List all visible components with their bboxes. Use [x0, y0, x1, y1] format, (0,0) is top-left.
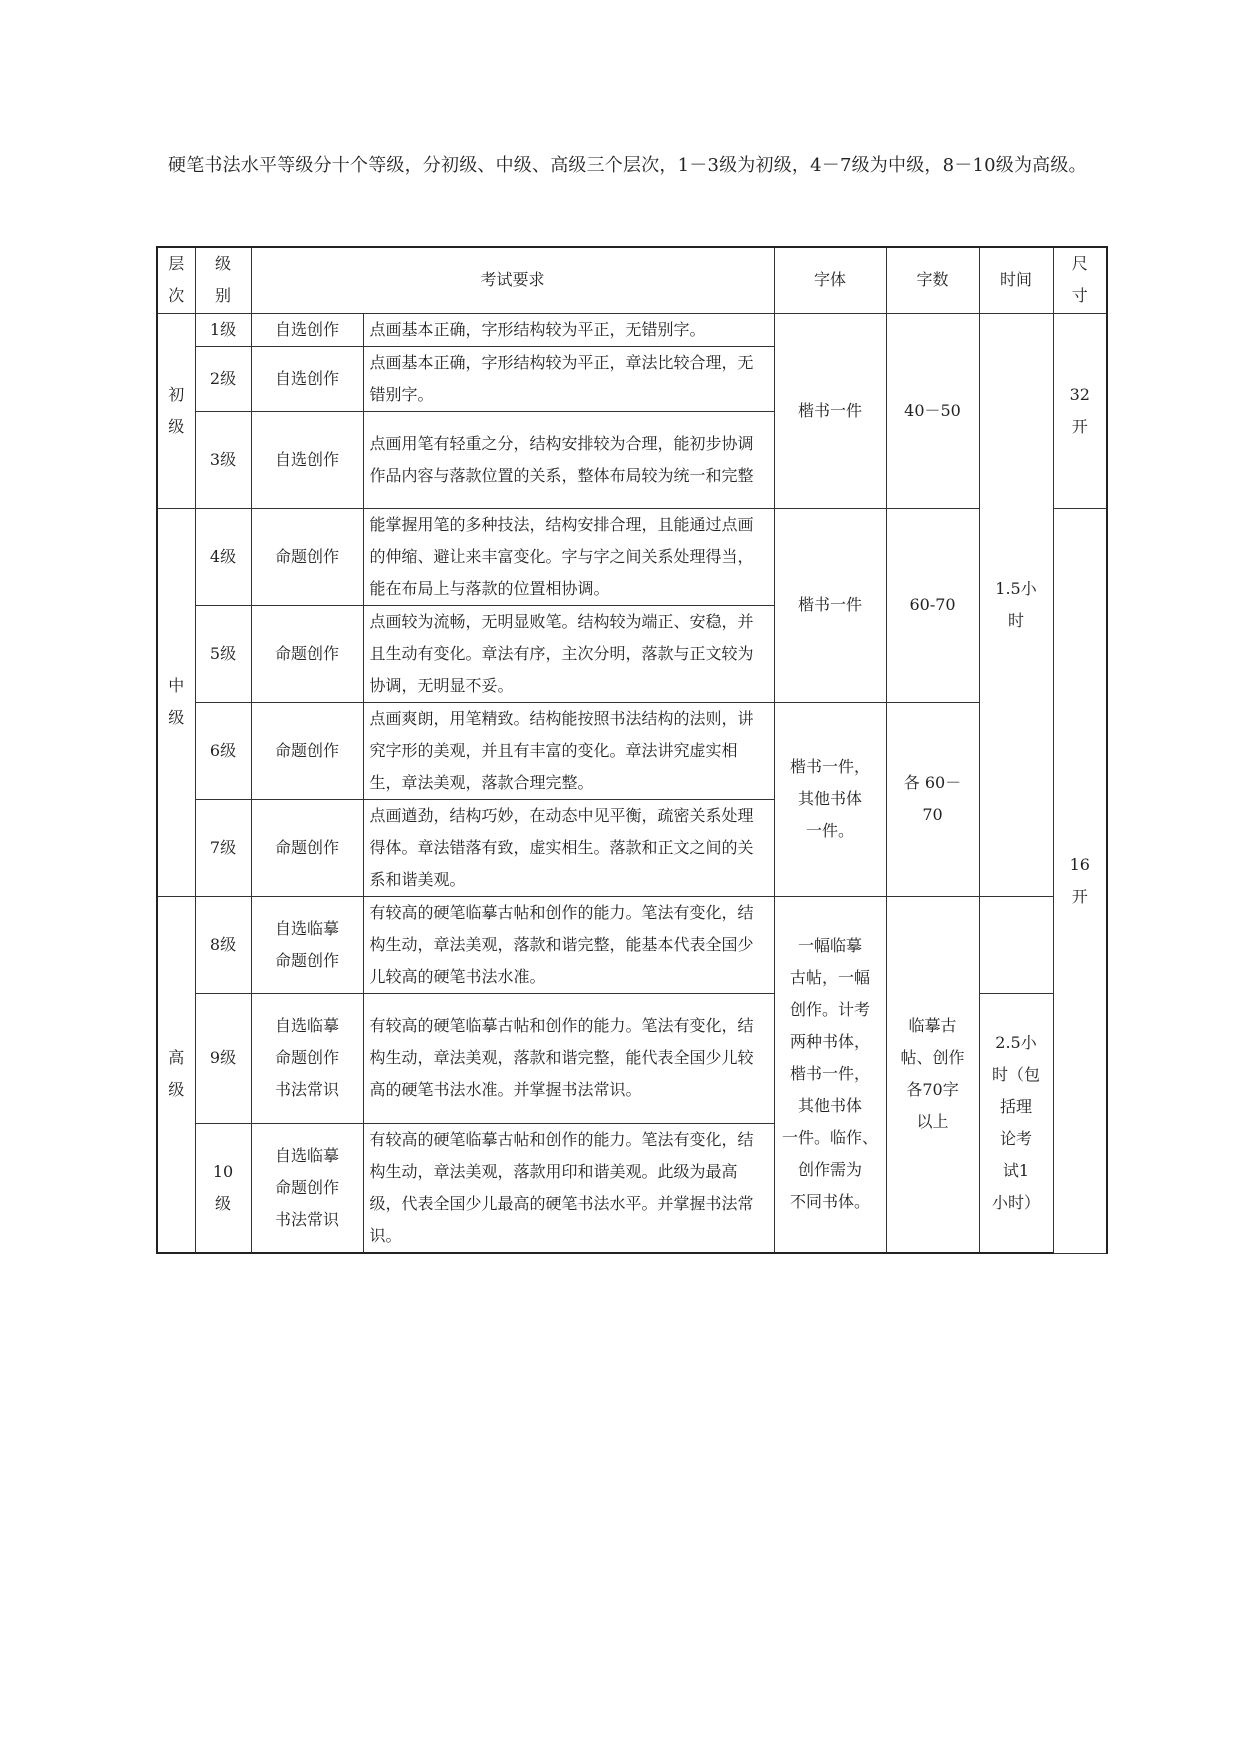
- grade-cell: 10 级: [195, 1123, 251, 1253]
- font-cell: 楷书一件， 其他书体 一件。: [774, 702, 886, 896]
- requirement-cell: 点画用笔有轻重之分，结构安排较为合理，能初步协调作品内容与落款位置的关系，整体布局较为统一和完整: [363, 411, 774, 508]
- size-cell: 32 开: [1053, 313, 1107, 508]
- type-cell: 命题创作: [251, 799, 363, 896]
- font-cell: 楷书一件: [774, 508, 886, 702]
- size-cell: 16 开: [1053, 508, 1107, 1253]
- group-advanced: 高 级: [157, 896, 195, 1253]
- group-primary: 初 级: [157, 313, 195, 508]
- intro-paragraph: 硬笔书法水平等级分十个等级，分初级、中级、高级三个层次，1－3级为初级，4－7级为中级，8－10级为高级。: [168, 155, 1087, 176]
- grade-cell: 3级: [195, 411, 251, 508]
- type-cell: 命题创作: [251, 605, 363, 702]
- font-cell: 一幅临摹 古帖，一幅 创作。计考 两种书体， 楷书一件， 其他书体 一件。临作、 创作需为 不同书体。: [774, 896, 886, 1253]
- header-font: 字体: [774, 247, 886, 313]
- header-size: 尺 寸: [1053, 247, 1107, 313]
- time-cell: 1.5小 时: [979, 313, 1053, 896]
- requirement-cell: 有较高的硬笔临摹古帖和创作的能力。笔法有变化，结构生动，章法美观，落款用印和谐美观。此级为最高级，代表全国少儿最高的硬笔书法水平。并掌握书法常识。: [363, 1123, 774, 1253]
- header-count: 字数: [886, 247, 979, 313]
- type-cell: 自选创作: [251, 346, 363, 411]
- requirement-cell: 点画遒劲，结构巧妙，在动态中见平衡，疏密关系处理得体。章法错落有致，虚实相生。落款和正文之间的关系和谐美观。: [363, 799, 774, 896]
- grade-cell: 5级: [195, 605, 251, 702]
- requirement-cell: 点画基本正确，字形结构较为平正，无错别字。: [363, 313, 774, 346]
- header-requirement: 考试要求: [251, 247, 774, 313]
- type-cell: 自选创作: [251, 411, 363, 508]
- count-cell: 临摹古 帖、创作 各70字 以上: [886, 896, 979, 1253]
- grade-cell: 2级: [195, 346, 251, 411]
- table-row: [157, 508, 1107, 605]
- requirement-cell: 有较高的硬笔临摹古帖和创作的能力。笔法有变化，结构生动，章法美观，落款和谐完整，能代表全国少儿较高的硬笔书法水准。并掌握书法常识。: [363, 993, 774, 1123]
- header-grade: 级 别: [195, 247, 251, 313]
- type-cell: 命题创作: [251, 508, 363, 605]
- table-row: [157, 702, 1107, 799]
- table-row: [157, 896, 1107, 993]
- font-cell: 楷书一件: [774, 313, 886, 508]
- grade-cell: 6级: [195, 702, 251, 799]
- grade-cell: 4级: [195, 508, 251, 605]
- grade-cell: 1级: [195, 313, 251, 346]
- count-cell: 60-70: [886, 508, 979, 702]
- requirement-cell: 点画较为流畅，无明显败笔。结构较为端正、安稳，并且生动有变化。章法有序，主次分明，落款与正文较为协调，无明显不妥。: [363, 605, 774, 702]
- requirement-cell: 点画基本正确，字形结构较为平正，章法比较合理，无错别字。: [363, 346, 774, 411]
- requirement-cell: 点画爽朗，用笔精致。结构能按照书法结构的法则，讲究字形的美观，并且有丰富的变化。章法讲究虚实相生，章法美观，落款合理完整。: [363, 702, 774, 799]
- type-cell: 命题创作: [251, 702, 363, 799]
- header-row: [157, 247, 1107, 313]
- time-cell: 2.5小 时（包 括理 论考 试1 小时）: [979, 993, 1053, 1253]
- count-cell: 40－50: [886, 313, 979, 508]
- type-cell: 自选创作: [251, 313, 363, 346]
- count-cell: 各 60－ 70: [886, 702, 979, 896]
- type-cell: 自选临摹 命题创作: [251, 896, 363, 993]
- type-cell: 自选临摹 命题创作 书法常识: [251, 1123, 363, 1253]
- requirement-cell: 能掌握用笔的多种技法，结构安排合理，且能通过点画的伸缩、避让来丰富变化。字与字之间关系处理得当，能在布局上与落款的位置相协调。: [363, 508, 774, 605]
- grade-cell: 8级: [195, 896, 251, 993]
- group-intermediate: 中 级: [157, 508, 195, 896]
- type-cell: 自选临摹 命题创作 书法常识: [251, 993, 363, 1123]
- table-row: [157, 313, 1107, 346]
- requirement-cell: 有较高的硬笔临摹古帖和创作的能力。笔法有变化，结构生动，章法美观，落款和谐完整，能基本代表全国少儿较高的硬笔书法水准。: [363, 896, 774, 993]
- header-time: 时间: [979, 247, 1053, 313]
- grade-cell: 9级: [195, 993, 251, 1123]
- header-level-group: 层 次: [157, 247, 195, 313]
- grade-requirements-table: [156, 246, 1108, 1254]
- grade-cell: 7级: [195, 799, 251, 896]
